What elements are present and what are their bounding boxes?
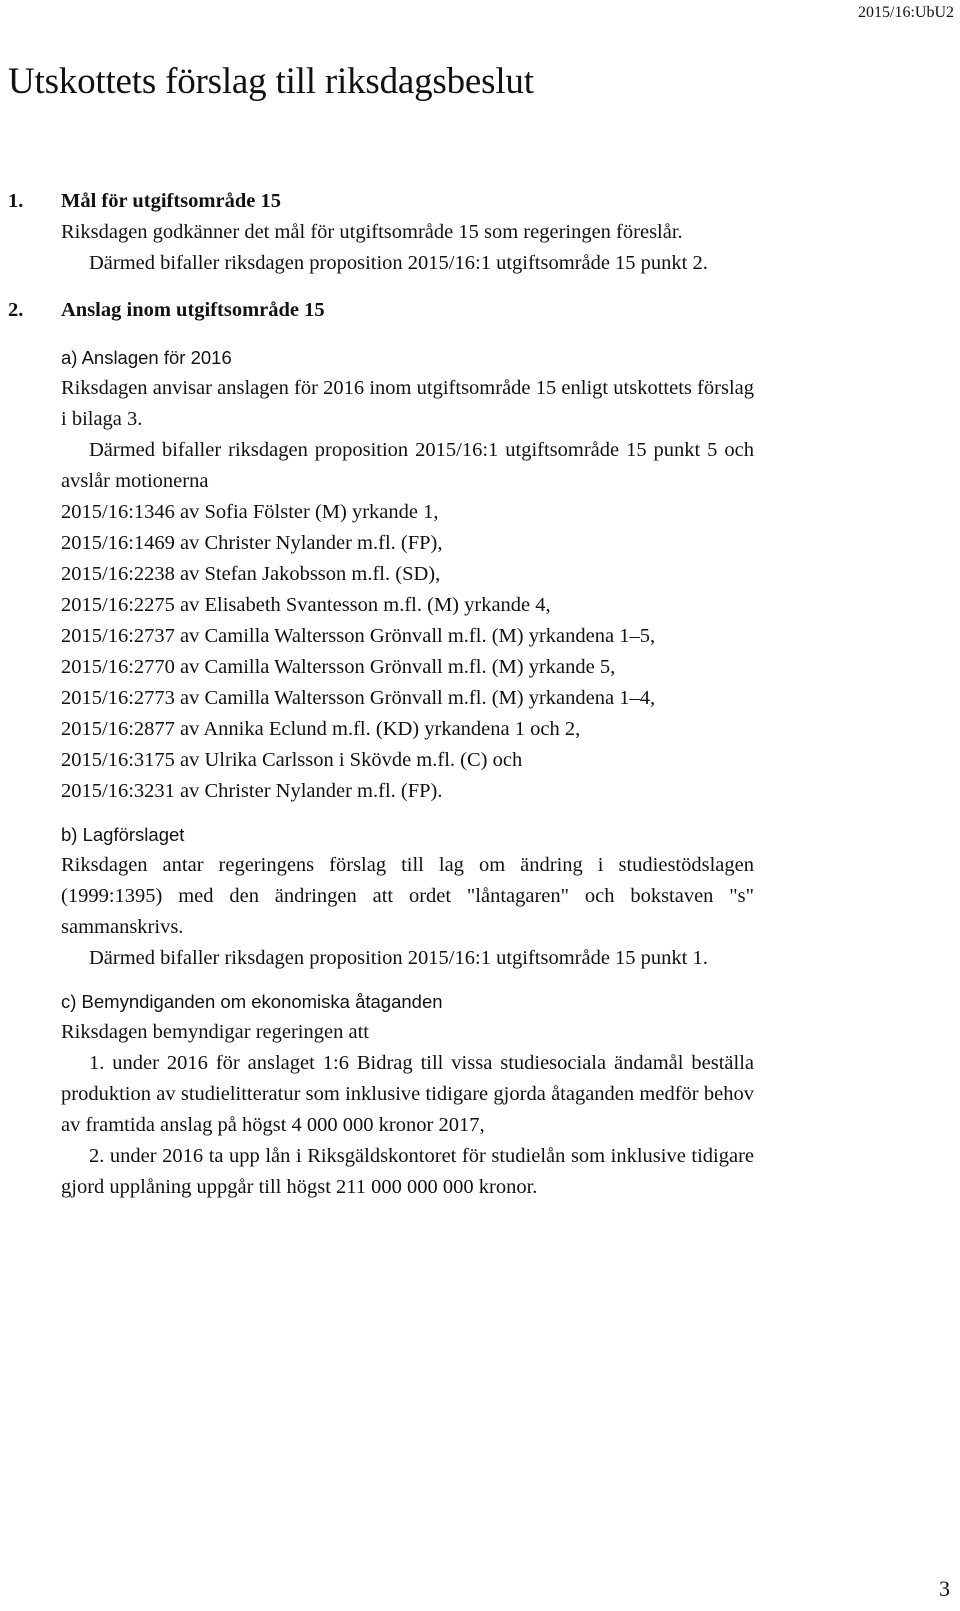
item-2-title: Anslag inom utgiftsområde 15 <box>61 299 325 321</box>
item-2-heading <box>8 295 754 326</box>
motion-item: 2015/16:3175 av Ulrika Carlsson i Skövde m.fl. (C) och <box>61 749 523 771</box>
item-2b-decision: Därmed bifaller riksdagen proposition 2015/16:1 utgiftsområde 15 punkt 1. <box>89 947 708 969</box>
motion-item: 2015/16:2737 av Camilla Waltersson Grönvall m.fl. (M) yrkandena 1–5, <box>61 625 656 647</box>
motion-item: 2015/16:2770 av Camilla Waltersson Grönvall m.fl. (M) yrkande 5, <box>61 656 616 678</box>
motion-list <box>61 497 754 807</box>
item-1-number: 1. <box>8 190 24 212</box>
item-1-title: Mål för utgiftsområde 15 <box>61 190 281 212</box>
item-2c-point-2: 2. under 2016 ta upp lån i Riksgäldskontoret för studielån som inklusive tidigare gjord upplåning uppgår till högst 211 000 000 000 kronor. <box>61 1145 754 1198</box>
item-2c-paragraph: Riksdagen bemyndigar regeringen att <box>61 1021 369 1043</box>
motion-item: 2015/16:2773 av Camilla Waltersson Grönvall m.fl. (M) yrkandena 1–4, <box>61 687 656 709</box>
subheading-a: a) Anslagen för 2016 <box>61 347 232 368</box>
motion-item: 2015/16:1469 av Christer Nylander m.fl. (FP), <box>61 532 443 554</box>
motion-item: 2015/16:2275 av Elisabeth Svantesson m.fl. (M) yrkande 4, <box>61 594 551 616</box>
subheading-b: b) Lagförslaget <box>61 824 185 845</box>
motion-item: 2015/16:2877 av Annika Eclund m.fl. (KD) yrkandena 1 och 2, <box>61 718 581 740</box>
subheading-c: c) Bemyndiganden om ekonomiska åtaganden <box>61 991 443 1012</box>
page-number: 3 <box>939 1576 950 1601</box>
motion-item: 2015/16:3231 av Christer Nylander m.fl. (FP). <box>61 780 443 802</box>
document-id: 2015/16:UbU2 <box>858 4 954 21</box>
item-2c-point-1: 1. under 2016 för anslaget 1:6 Bidrag till vissa studiesociala ändamål beställa produktion av studielitteratur som inklusive tidigare gjorda åtaganden medför behov av framtida anslag på högst 4 000 000 kronor 2017, <box>61 1052 754 1136</box>
document-body <box>8 186 754 1203</box>
item-2b-paragraph: Riksdagen antar regeringens förslag till lag om ändring i studiestödslagen (1999:1395) med den ändringen att ordet "låntagaren" och bokstaven "s" sammanskrivs. <box>61 854 754 938</box>
page-title: Utskottets förslag till riksdagsbeslut <box>8 61 534 102</box>
item-1-heading <box>8 186 754 217</box>
item-1-decision: Därmed bifaller riksdagen proposition 2015/16:1 utgiftsområde 15 punkt 2. <box>89 252 708 274</box>
motion-item: 2015/16:2238 av Stefan Jakobsson m.fl. (SD), <box>61 563 441 585</box>
item-2a-decision: Därmed bifaller riksdagen proposition 2015/16:1 utgiftsområde 15 punkt 5 och avslår motionerna <box>61 439 754 492</box>
motion-item: 2015/16:1346 av Sofia Fölster (M) yrkande 1, <box>61 501 439 523</box>
item-2-number: 2. <box>8 299 24 321</box>
item-1-paragraph: Riksdagen godkänner det mål för utgiftsområde 15 som regeringen föreslår. <box>61 221 683 243</box>
item-2a-paragraph: Riksdagen anvisar anslagen för 2016 inom utgiftsområde 15 enligt utskottets förslag i bilaga 3. <box>61 377 754 430</box>
